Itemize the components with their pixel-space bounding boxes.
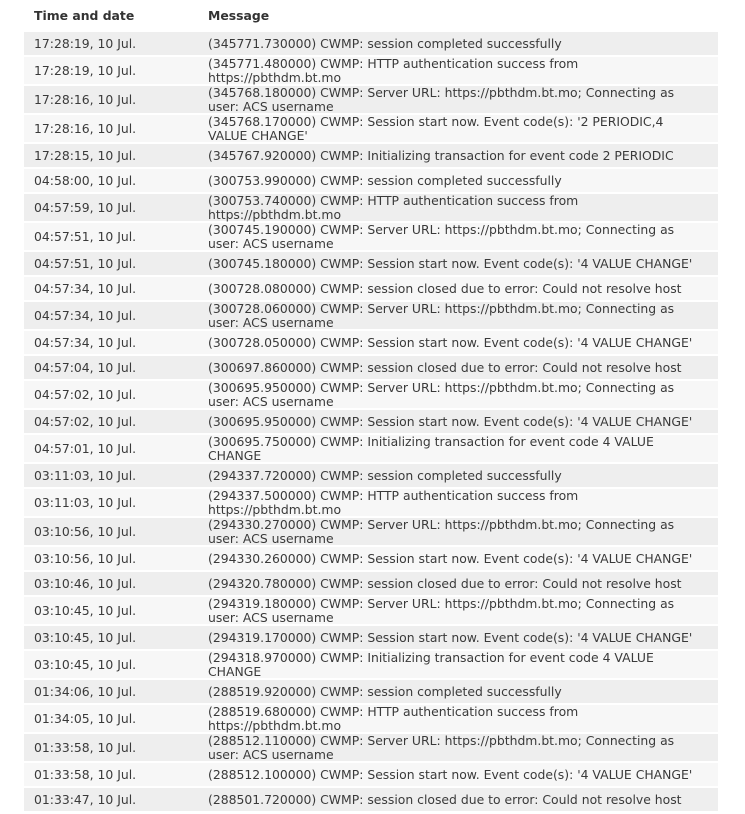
row-message-cell: (345771.730000) CWMP: session completed successfully (208, 35, 562, 51)
table-row (24, 302, 718, 331)
row-time-cell: 04:57:51, 10 Jul. (34, 229, 137, 244)
table-row (24, 331, 718, 356)
table-row (24, 277, 718, 302)
table-row (24, 144, 718, 169)
row-time-cell: 17:28:19, 10 Jul. (34, 36, 137, 51)
row-time-cell: 17:28:16, 10 Jul. (34, 121, 137, 136)
row-message-cell: (345768.180000) CWMP: Server URL: https://pbthdm.bt.mo; Connecting as user: ACS username (208, 84, 675, 114)
table-row (24, 410, 718, 435)
row-message-cell: (294330.260000) CWMP: Session start now. Event code(s): '4 VALUE CHANGE' (208, 550, 693, 566)
row-message-cell: (300753.990000) CWMP: session completed successfully (208, 172, 562, 188)
row-time-cell: 01:34:06, 10 Jul. (34, 684, 137, 699)
row-time-cell: 04:57:02, 10 Jul. (34, 387, 137, 402)
row-time-cell: 01:33:58, 10 Jul. (34, 767, 137, 782)
row-message-cell: (294337.720000) CWMP: session completed successfully (208, 467, 562, 483)
row-message-cell: (345771.480000) CWMP: HTTP authentication success from https://pbthdm.bt.mo (208, 55, 579, 85)
row-time-cell: 04:57:34, 10 Jul. (34, 335, 137, 350)
row-time-cell: 03:11:03, 10 Jul. (34, 468, 137, 483)
row-time-cell: 01:34:05, 10 Jul. (34, 711, 137, 726)
table-row (24, 115, 718, 144)
row-message-cell: (288501.720000) CWMP: session closed due to error: Could not resolve host (208, 791, 682, 807)
table-row (24, 86, 718, 115)
row-time-cell: 04:57:51, 10 Jul. (34, 256, 137, 271)
table-row (24, 518, 718, 547)
table-row (24, 734, 718, 763)
row-message-cell: (300697.860000) CWMP: session closed due to error: Could not resolve host (208, 359, 682, 375)
row-time-cell: 03:10:56, 10 Jul. (34, 524, 137, 539)
row-message-cell: (294337.500000) CWMP: HTTP authentication success from https://pbthdm.bt.mo (208, 487, 579, 517)
row-message-cell: (294330.270000) CWMP: Server URL: https://pbthdm.bt.mo; Connecting as user: ACS username (208, 516, 675, 546)
table-row (24, 489, 718, 518)
table-row (24, 597, 718, 626)
table-row (24, 572, 718, 597)
row-message-cell: (345768.170000) CWMP: Session start now. Event code(s): '2 PERIODIC,4 VALUE CHANGE' (208, 113, 664, 143)
row-time-cell: 17:28:19, 10 Jul. (34, 63, 137, 78)
table-row (24, 763, 718, 788)
row-time-cell: 03:10:45, 10 Jul. (34, 657, 137, 672)
row-message-cell: (288519.920000) CWMP: session completed successfully (208, 683, 562, 699)
row-message-cell: (294319.170000) CWMP: Session start now. Event code(s): '4 VALUE CHANGE' (208, 629, 693, 645)
row-message-cell: (294320.780000) CWMP: session closed due to error: Could not resolve host (208, 575, 682, 591)
table-row (24, 381, 718, 410)
table-row (24, 626, 718, 651)
row-message-cell: (300728.050000) CWMP: Session start now. Event code(s): '4 VALUE CHANGE' (208, 334, 693, 350)
row-time-cell: 03:10:56, 10 Jul. (34, 551, 137, 566)
row-time-cell: 03:10:46, 10 Jul. (34, 576, 137, 591)
row-message-cell: (300753.740000) CWMP: HTTP authentication success from https://pbthdm.bt.mo (208, 192, 579, 222)
row-message-cell: (294319.180000) CWMP: Server URL: https://pbthdm.bt.mo; Connecting as user: ACS username (208, 595, 675, 625)
row-time-cell: 04:57:34, 10 Jul. (34, 281, 137, 296)
row-time-cell: 04:57:04, 10 Jul. (34, 360, 137, 375)
event-log-table (24, 0, 718, 813)
row-message-cell: (300728.060000) CWMP: Server URL: https://pbthdm.bt.mo; Connecting as user: ACS username (208, 300, 675, 330)
table-row (24, 169, 718, 194)
table-header (24, 0, 718, 32)
column-header-message: Message (208, 8, 270, 23)
row-message-cell: (300745.180000) CWMP: Session start now. Event code(s): '4 VALUE CHANGE' (208, 255, 693, 271)
row-message-cell: (300695.950000) CWMP: Session start now. Event code(s): '4 VALUE CHANGE' (208, 413, 693, 429)
table-row (24, 788, 718, 813)
row-time-cell: 03:10:45, 10 Jul. (34, 603, 137, 618)
row-message-cell: (300745.190000) CWMP: Server URL: https://pbthdm.bt.mo; Connecting as user: ACS username (208, 221, 675, 251)
table-row (24, 32, 718, 57)
row-message-cell: (300695.750000) CWMP: Initializing transaction for event code 4 VALUE CHANGE (208, 433, 654, 463)
row-time-cell: 04:57:01, 10 Jul. (34, 441, 137, 456)
table-row (24, 651, 718, 680)
table-row (24, 547, 718, 572)
row-time-cell: 03:11:03, 10 Jul. (34, 495, 137, 510)
table-row (24, 57, 718, 86)
table-row (24, 464, 718, 489)
row-time-cell: 04:58:00, 10 Jul. (34, 173, 137, 188)
row-message-cell: (288512.110000) CWMP: Server URL: https://pbthdm.bt.mo; Connecting as user: ACS username (208, 732, 675, 762)
table-row (24, 223, 718, 252)
column-header-time: Time and date (34, 8, 135, 23)
table-body (24, 32, 718, 813)
row-time-cell: 17:28:15, 10 Jul. (34, 148, 137, 163)
row-time-cell: 04:57:59, 10 Jul. (34, 200, 137, 215)
row-time-cell: 03:10:45, 10 Jul. (34, 630, 137, 645)
row-message-cell: (300695.950000) CWMP: Server URL: https://pbthdm.bt.mo; Connecting as user: ACS username (208, 379, 675, 409)
table-row (24, 705, 718, 734)
row-time-cell: 04:57:34, 10 Jul. (34, 308, 137, 323)
row-message-cell: (294318.970000) CWMP: Initializing transaction for event code 4 VALUE CHANGE (208, 649, 654, 679)
row-message-cell: (288519.680000) CWMP: HTTP authentication success from https://pbthdm.bt.mo (208, 703, 579, 733)
row-message-cell: (288512.100000) CWMP: Session start now. Event code(s): '4 VALUE CHANGE' (208, 766, 693, 782)
row-message-cell: (345767.920000) CWMP: Initializing transaction for event code 2 PERIODIC (208, 147, 674, 163)
table-row (24, 356, 718, 381)
row-time-cell: 01:33:47, 10 Jul. (34, 792, 137, 807)
table-row (24, 194, 718, 223)
table-row (24, 252, 718, 277)
table-row (24, 435, 718, 464)
row-message-cell: (300728.080000) CWMP: session closed due to error: Could not resolve host (208, 280, 682, 296)
row-time-cell: 17:28:16, 10 Jul. (34, 92, 137, 107)
row-time-cell: 01:33:58, 10 Jul. (34, 740, 137, 755)
table-row (24, 680, 718, 705)
row-time-cell: 04:57:02, 10 Jul. (34, 414, 137, 429)
